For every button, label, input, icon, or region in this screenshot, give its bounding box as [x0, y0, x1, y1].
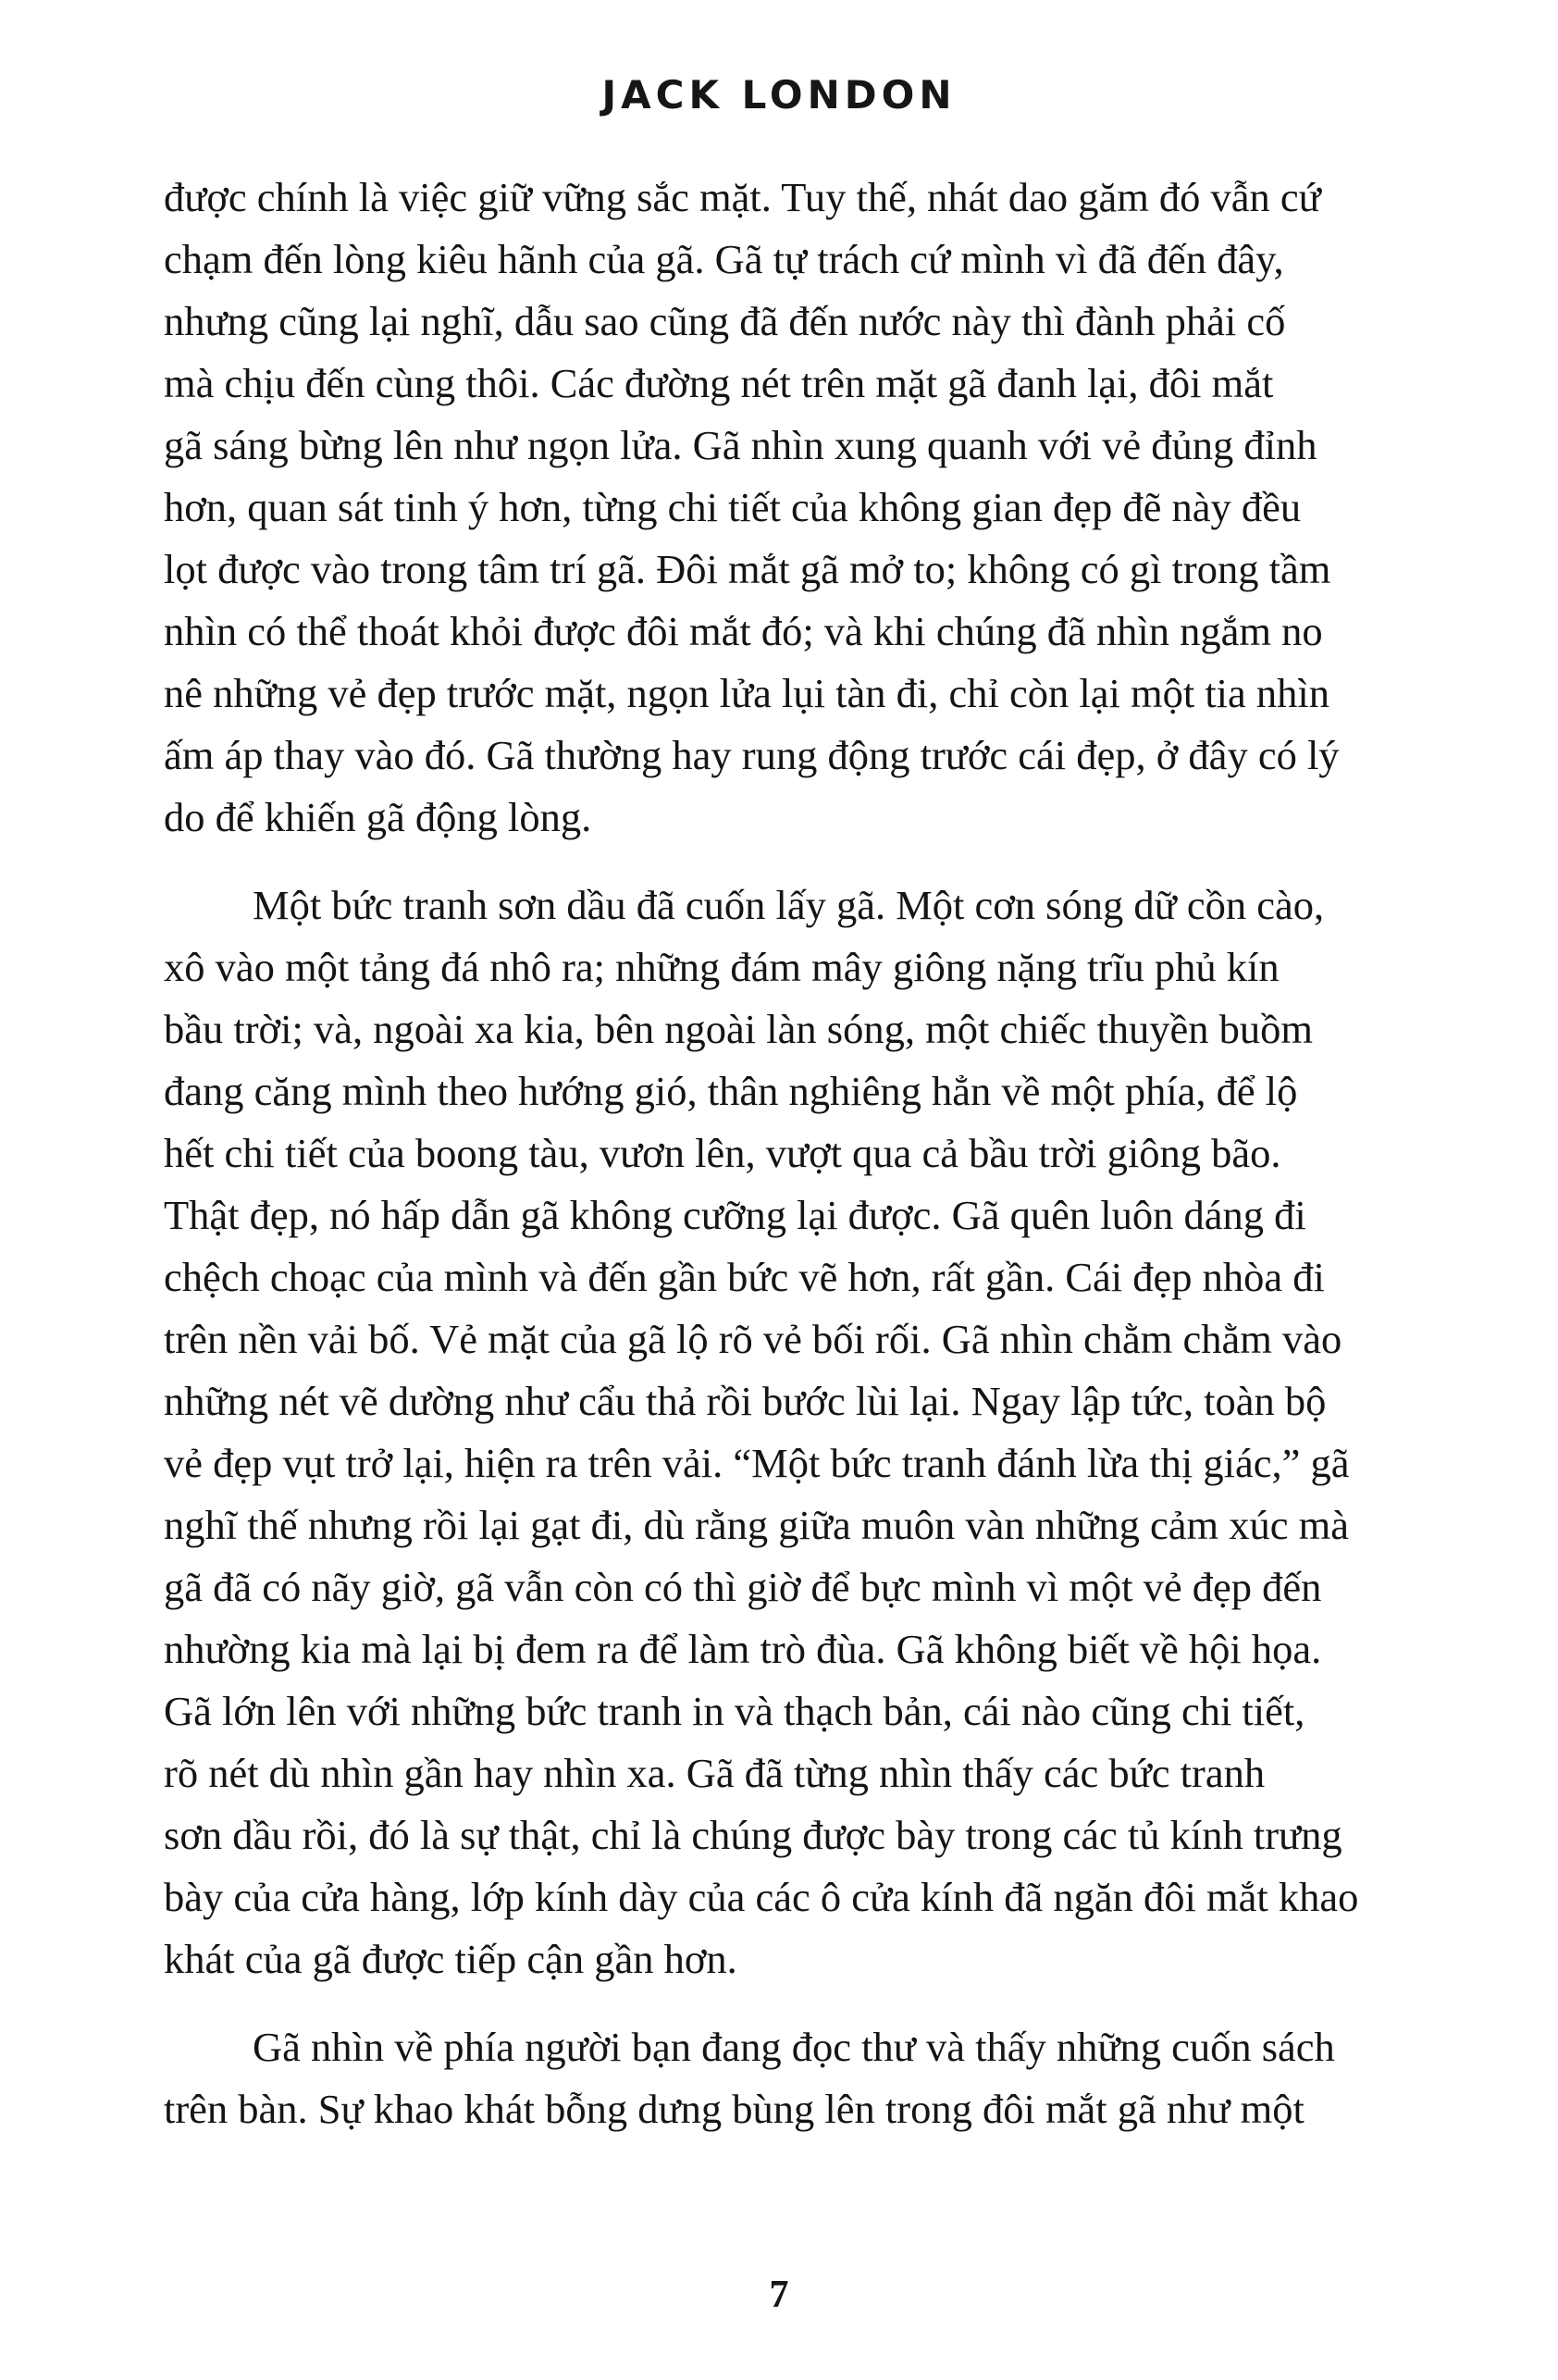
text-line: khát của gã được tiếp cận gần hơn. [164, 1936, 737, 1982]
text-line: hơn, quan sát tinh ý hơn, từng chi tiết của không gian đẹp đẽ này đều [164, 484, 1302, 530]
text-line: bày của cửa hàng, lớp kính dày của các ô cửa kính đã ngăn đôi mắt khao [164, 1874, 1359, 1920]
text-line: Một bức tranh sơn dầu đã cuốn lấy gã. Một cơn sóng dữ cồn cào, [253, 882, 1325, 928]
text-line: do để khiến gã động lòng. [164, 794, 592, 840]
text-line: nhìn có thể thoát khỏi được đôi mắt đó; và khi chúng đã nhìn ngắm no [164, 608, 1323, 654]
paragraph [164, 167, 1383, 849]
page-number: 7 [769, 2274, 789, 2316]
text-line: lọt được vào trong tâm trí gã. Đôi mắt gã mở to; không có gì trong tầm [164, 546, 1331, 592]
text-line: nhưng cũng lại nghĩ, dẫu sao cũng đã đến nước này thì đành phải cố [164, 298, 1286, 344]
running-head-author: JACK LONDON [601, 72, 957, 118]
text-line: bầu trời; và, ngoài xa kia, bên ngoài làn sóng, một chiếc thuyền buồm [164, 1006, 1314, 1052]
body-text [164, 167, 1383, 2140]
text-line: chệch choạc của mình và đến gần bức vẽ hơn, rất gần. Cái đẹp nhòa đi [164, 1254, 1325, 1300]
text-line: hết chi tiết của boong tàu, vươn lên, vượt qua cả bầu trời giông bão. [164, 1130, 1281, 1176]
text-line: gã sáng bừng lên như ngọn lửa. Gã nhìn xung quanh với vẻ đủng đỉnh [164, 422, 1317, 468]
text-line: nhường kia mà lại bị đem ra để làm trò đùa. Gã không biết về hội họa. [164, 1626, 1322, 1672]
text-line: nghĩ thế nhưng rồi lại gạt đi, dù rằng giữa muôn vàn những cảm xúc mà [164, 1502, 1350, 1548]
text-line: trên nền vải bố. Vẻ mặt của gã lộ rõ vẻ bối rối. Gã nhìn chằm chằm vào [164, 1316, 1342, 1362]
text-line: sơn dầu rồi, đó là sự thật, chỉ là chúng được bày trong các tủ kính trưng [164, 1812, 1342, 1858]
text-line: mà chịu đến cùng thôi. Các đường nét trên mặt gã đanh lại, đôi mắt [164, 360, 1274, 406]
text-line: rõ nét dù nhìn gần hay nhìn xa. Gã đã từng nhìn thấy các bức tranh [164, 1750, 1266, 1796]
paragraph [164, 874, 1383, 1990]
text-line: Thật đẹp, nó hấp dẫn gã không cưỡng lại được. Gã quên luôn dáng đi [164, 1192, 1306, 1238]
text-line: nê những vẻ đẹp trước mặt, ngọn lửa lụi tàn đi, chỉ còn lại một tia nhìn [164, 670, 1330, 716]
text-line: đang căng mình theo hướng gió, thân nghiêng hẳn về một phía, để lộ [164, 1068, 1298, 1114]
text-line: trên bàn. Sự khao khát bỗng dưng bùng lên trong đôi mắt gã như một [164, 2086, 1305, 2132]
text-line: xô vào một tảng đá nhô ra; những đám mây giông nặng trĩu phủ kín [164, 944, 1280, 990]
text-line: Gã lớn lên với những bức tranh in và thạch bản, cái nào cũng chi tiết, [164, 1688, 1305, 1734]
text-line: chạm đến lòng kiêu hãnh của gã. Gã tự trách cứ mình vì đã đến đây, [164, 236, 1284, 282]
text-line: Gã nhìn về phía người bạn đang đọc thư và thấy những cuốn sách [253, 2024, 1335, 2070]
text-line: vẻ đẹp vụt trở lại, hiện ra trên vải. “Một bức tranh đánh lừa thị giác,” gã [164, 1440, 1350, 1486]
paragraph [164, 2016, 1383, 2140]
text-line: ấm áp thay vào đó. Gã thường hay rung động trước cái đẹp, ở đây có lý [164, 732, 1340, 778]
text-line: gã đã có nãy giờ, gã vẫn còn có thì giờ để bực mình vì một vẻ đẹp đến [164, 1564, 1322, 1610]
text-line: những nét vẽ dường như cẩu thả rồi bước lùi lại. Ngay lập tức, toàn bộ [164, 1378, 1327, 1424]
text-line: được chính là việc giữ vững sắc mặt. Tuy thế, nhát dao găm đó vẫn cứ [164, 174, 1321, 220]
